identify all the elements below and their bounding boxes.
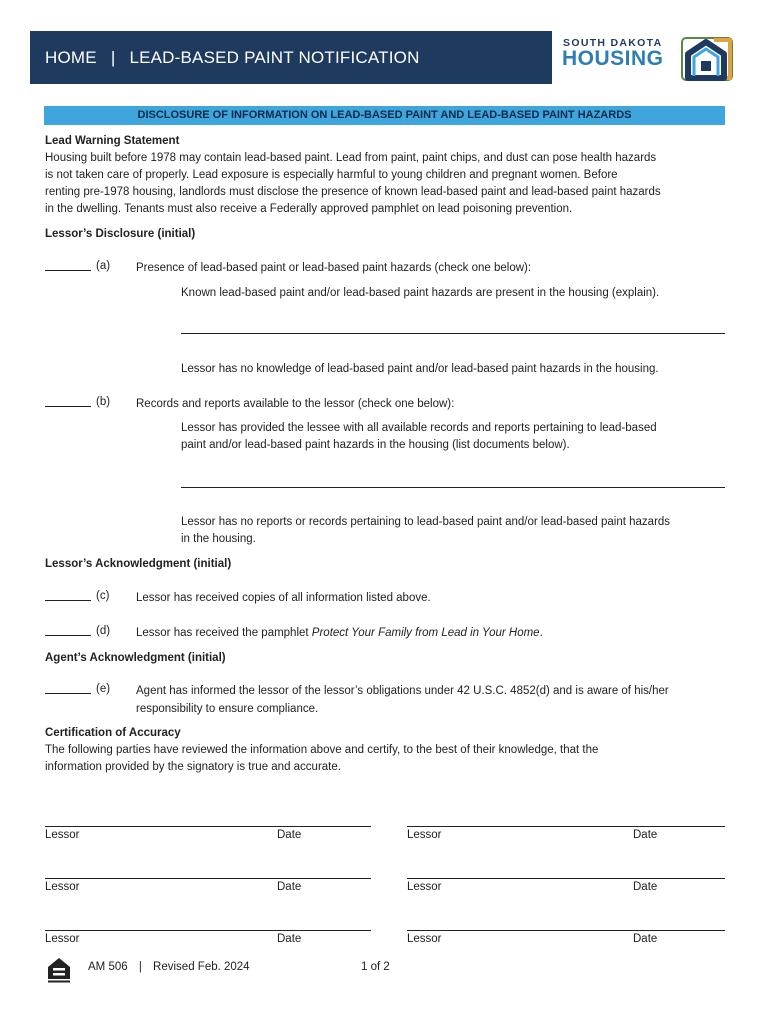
date-label: Date <box>633 933 658 945</box>
initial-field-d[interactable] <box>45 625 91 639</box>
option-b2-line-2: in the housing. <box>181 533 256 545</box>
item-a-text: Presence of lead-based paint or lead-based paint hazards (check one below): <box>136 262 532 274</box>
initial-field-a[interactable] <box>45 260 91 274</box>
house-logo-icon <box>680 36 736 82</box>
logo-bottom-text: HOUSING <box>562 47 664 70</box>
lessor-ack-heading: Lessor’s Acknowledgment (initial) <box>45 558 232 570</box>
footer-separator: | <box>138 961 142 973</box>
item-d-text-end: . <box>539 627 543 639</box>
home-link[interactable]: HOME <box>45 47 97 67</box>
initial-field-e[interactable] <box>45 683 91 697</box>
footer-form-info <box>88 961 250 973</box>
lessor-disclosure-heading: Lessor’s Disclosure (initial) <box>45 228 196 240</box>
item-b-text: Records and reports available to the lessor (check one below): <box>136 398 455 410</box>
lessor-label: Lessor <box>45 829 80 841</box>
signature-line[interactable] <box>45 878 371 879</box>
warning-line-2: is not taken care of properly. Lead exposure is especially harmful to young children and pregnant women. Before <box>45 169 618 181</box>
item-d-text-start: Lessor has received the pamphlet <box>136 627 312 639</box>
warning-line-1: Housing built before 1978 may contain lead-based paint. Lead from paint, paint chips, and dust can pose health hazards <box>45 152 657 164</box>
logo-top-text: SOUTH DAKOTA <box>563 37 663 49</box>
option-b1-line-1: Lessor has provided the lessee with all available records and reports pertaining to lead-based <box>181 422 657 434</box>
page-title: LEAD-BASED PAINT NOTIFICATION <box>129 47 420 67</box>
date-label: Date <box>633 829 658 841</box>
date-label: Date <box>277 933 302 945</box>
form-number: AM 506 <box>88 961 128 973</box>
lessor-label: Lessor <box>407 933 442 945</box>
header-separator: | <box>110 47 116 67</box>
item-d-text <box>136 625 731 643</box>
item-letter-a: (a) <box>96 260 111 272</box>
option-a1-text: Known lead-based paint and/or lead-based paint hazards are present in the housing (explain). <box>181 287 660 299</box>
initial-field-c[interactable] <box>45 590 91 604</box>
lessor-label: Lessor <box>45 933 80 945</box>
certification-line-1: The following parties have reviewed the information above and certify, to the best of their knowledge, that the <box>45 744 599 756</box>
signature-line[interactable] <box>407 930 725 931</box>
option-b1-line-2: paint and/or lead-based paint hazards in the housing (list documents below). <box>181 439 570 451</box>
section-banner: DISCLOSURE OF INFORMATION ON LEAD-BASED PAINT AND LEAD-BASED PAINT HAZARDS <box>44 106 725 125</box>
explain-line-a[interactable] <box>181 333 725 334</box>
documents-line-b[interactable] <box>181 487 725 488</box>
date-label: Date <box>277 829 302 841</box>
date-label: Date <box>277 881 302 893</box>
warning-line-3: renting pre-1978 housing, landlords must disclose the presence of known lead-based paint and lead-based paint hazards <box>45 186 661 198</box>
item-letter-b: (b) <box>96 396 111 408</box>
equal-housing-icon <box>45 955 73 983</box>
signature-line[interactable] <box>407 878 725 879</box>
warning-heading: Lead Warning Statement <box>45 135 180 147</box>
signature-line[interactable] <box>45 930 371 931</box>
lessor-label: Lessor <box>407 881 442 893</box>
agent-ack-heading: Agent’s Acknowledgment (initial) <box>45 652 226 664</box>
lessor-label: Lessor <box>407 829 442 841</box>
item-letter-e: (e) <box>96 683 111 695</box>
signature-line[interactable] <box>407 826 725 827</box>
revision-date: Revised Feb. 2024 <box>153 961 250 973</box>
certification-heading: Certification of Accuracy <box>45 727 181 739</box>
item-letter-d: (d) <box>96 625 111 637</box>
certification-line-2: information provided by the signatory is true and accurate. <box>45 761 341 773</box>
item-e-line-2: responsibility to ensure compliance. <box>136 703 319 715</box>
warning-line-4: in the dwelling. Tenants must also receive a Federally approved pamphlet on lead poisoning prevention. <box>45 203 573 215</box>
item-c-text: Lessor has received copies of all information listed above. <box>136 592 431 604</box>
date-label: Date <box>633 881 658 893</box>
signature-line[interactable] <box>45 826 371 827</box>
item-e-line-1: Agent has informed the lessor of the lessor’s obligations under 42 U.S.C. 4852(d) and is aware of his/her <box>136 685 669 697</box>
page-number: 1 of 2 <box>361 961 390 973</box>
header-bar <box>30 31 552 84</box>
initial-field-b[interactable] <box>45 396 91 410</box>
logo-text <box>562 37 664 69</box>
option-a2-text: Lessor has no knowledge of lead-based paint and/or lead-based paint hazards in the housing. <box>181 363 659 375</box>
item-letter-c: (c) <box>96 590 110 602</box>
pamphlet-title: Protect Your Family from Lead in Your Home <box>311 627 540 639</box>
lessor-label: Lessor <box>45 881 80 893</box>
option-b2-line-1: Lessor has no reports or records pertaining to lead-based paint and/or lead-based paint hazards <box>181 516 671 528</box>
